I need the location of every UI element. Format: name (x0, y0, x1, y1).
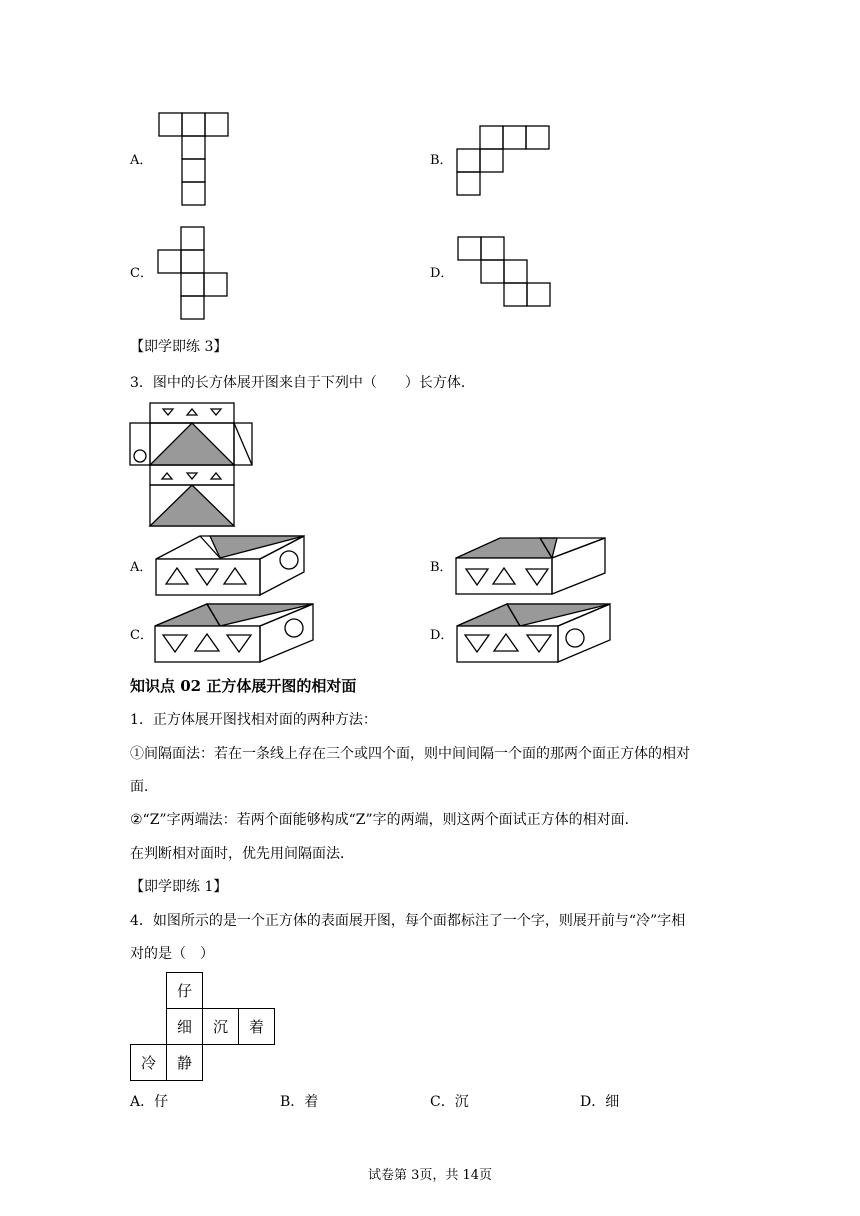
section-title: 知识点 02 正方体展开图的相对面 (130, 677, 357, 695)
net-cell-5: 冷 (130, 1044, 167, 1081)
net-cell-1: 仔 (166, 972, 203, 1009)
q3-option-d-label: D． (430, 628, 454, 643)
q3-option-c-label: C． (130, 628, 153, 643)
net-cell-3: 沉 (202, 1008, 239, 1045)
q3-stem: 3．图中的长方体展开图来自于下列中（ ）长方体． (130, 375, 475, 391)
q4-option-b: B．着 (280, 1094, 319, 1110)
q4-option-d: D．细 (580, 1094, 620, 1110)
practice1-heading: 【即学即练 1】 (130, 879, 228, 895)
q4-stem-line2: 对的是（ ） (130, 946, 214, 962)
q2-option-b-label: B． (430, 153, 453, 168)
practice3-heading: 【即学即练 3】 (130, 339, 228, 355)
method-1-line2: 面． (130, 779, 158, 795)
q4-option-a: A．仔 (130, 1094, 169, 1110)
net-cell-6: 静 (166, 1044, 203, 1081)
net-cell-4: 着 (238, 1008, 275, 1045)
q3-option-a-label: A． (130, 560, 153, 575)
page-footer: 试卷第 3页，共 14页 (367, 1168, 493, 1183)
method-1-line1: ①间隔面法：若在一条线上存在三个或四个面，则中间间隔一个面的那两个面正方体的相对 (130, 746, 690, 762)
q2-option-a-label: A． (130, 153, 153, 168)
q3-option-b-label: B． (430, 560, 453, 575)
q4-option-c: C．沉 (430, 1094, 469, 1110)
method-2: ②“Z”字两端法：若两个面能够构成“Z”字的两端，则这两个面试正方体的相对面． (130, 812, 639, 828)
net-cell-2: 细 (166, 1008, 203, 1045)
q2-option-c-label: C． (130, 266, 153, 281)
method-note: 在判断相对面时，优先用间隔面法． (130, 846, 354, 862)
q4-stem-line1: 4．如图所示的是一个正方体的表面展开图，每个面都标注了一个字，则展开前与“冷”字相 (130, 913, 686, 929)
q2-option-d-label: D． (430, 266, 454, 281)
method-intro: 1．正方体展开图找相对面的两种方法： (130, 712, 377, 728)
